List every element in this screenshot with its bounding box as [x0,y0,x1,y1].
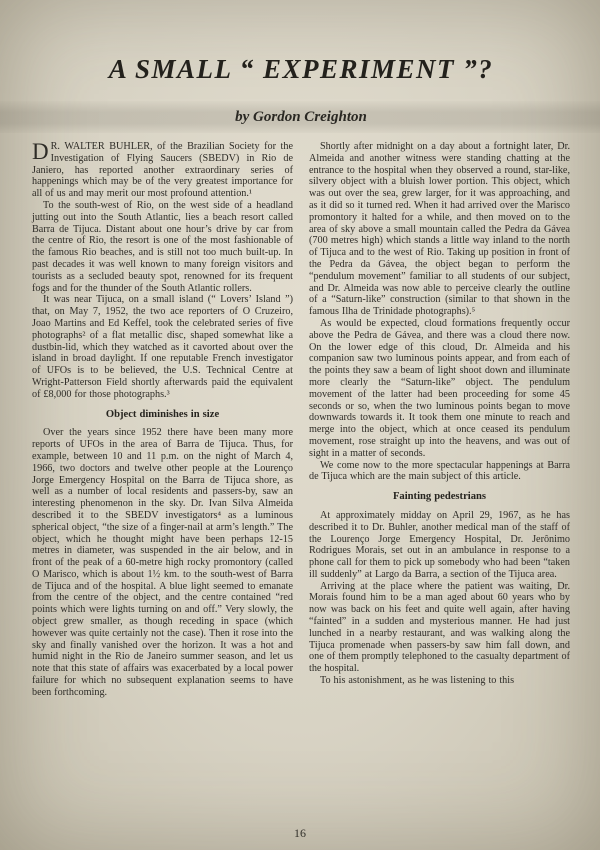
byline-band [0,101,600,133]
paragraph: To the south-west of Rio, on the west side of a headland jutting out into the South Atlantic, lies a beach resort called Barra de Tijuca. Distant about one hour’s drive by car from the centre of Rio, the resort is one of the most fashionable of the famous Rio beaches, and is still not too much built-up. In past decades it was well known to many foreign visitors and tourists as a secluded beauty spot, renowned for its frequent fogs and for the thunder of the South Atlantic rollers. [32,199,293,294]
paragraph-lead-text: R. WALTER BUHLER, of the Brazilian Society for the Investigation of Flying Saucers (SBEDV) in Rio de Janiero, has reported another extraordinary series of happenings which may be of the very greatest importance for all of us and may merit our most profound attention.¹ [32,141,293,200]
paragraph: We come now to the more spectacular happenings at Barra de Tijuca which are the main subject of this article. [309,459,570,483]
paragraph-lead [32,141,293,200]
paragraph: To his astonishment, as he was listening to this [320,675,515,687]
drop-cap: D [32,139,49,164]
section-heading-fainting-pedestrians: Fainting pedestrians [392,491,487,503]
right-column [309,141,570,699]
byline: by Gordon Creighton [235,109,367,125]
paragraph: Arriving at the place where the patient was waiting, Dr. Morais found him to be a man aged about 60 years who by now was back on his feet and quite well again, after having “fainted” in a sudden and mysterious manner. He had just lunched in a nearby restaurant, and was walking along the Tijuca promenade when passers-by saw him fall down, and one of them promptly telephoned to the casualty department of the hospital. [309,580,570,675]
section-heading-object-diminishes: Object diminishes in size [105,408,220,420]
paragraph: As would be expected, cloud formations frequently occur above the Pedra de Gávea, and there was a cloud there now. On the lower edge of this cloud, Dr. Almeida and his companion saw two luminous points appear, and from each of the points they saw a beam of light shoot down and illuminate more clearly the “Saturn-like” object. The pendulum movement of the latter had been proceeding for some 45 seconds or so, when the two luminous points began to move downwards towards it. It took them one minute to reach and merge into the object, which at once ceased its pendulum movement, rose straight up into the heavens, and was out of sight in a matter of seconds. [309,317,570,459]
article-body [32,141,570,699]
paragraph: It was near Tijuca, on a small island (“ Lovers’ Island ”) that, on May 7, 1952, the two ace reporters of O Cruzeiro, Joao Martins and Ed Keffel, took the celebrated series of five photographs² of a flat metallic disc, shaped somewhat like a dustbin-lid, which they watched as it cavorted about over the island in broad daylight. If one reputable French investigator of UFOs is to be believed, the U.S. Technical Centre at Wright-Patterson Field shortly afterwards paid the equivalent of £8,000 for those photographs.³ [32,294,293,400]
article-title: A SMALL “ EXPERIMENT ”? [108,54,494,84]
page-number: 16 [294,826,306,840]
paragraph: Over the years since 1952 there have been many more reports of UFOs in the area of Barra de Tijuca. Thus, for example, between 10 and 11 p.m. on the night of March 4, 1966, two doctors and twelve other people at the Lourenço Jorge Emergency Hospital on the Barra de Tijuca shore, as well as a number of local residents and passers-by, saw an interesting phenomenon in the sky. Dr. Ivan Silva Almeida described it to the SBEDV investigators⁴ as a luminous spherical object, “the size of a finger-nail at arm’s length.” The object, which he thought might have been perhaps 12-15 metres in diameter, was suspended in the air below, and in front of the peak of a 60-metre high rocky promontory (called O Marisco, which is about 1½ km. to the south-west of Barra de Tijuca and of the hospital. A blue light seemed to emanate from the centre of the object, and the centre contained “red points which were lights turning on and off.” Very slowly, the object grew smaller, as though receding in space (which however was quite certainly not the case). Then it rose into the sky and finally vanished over the horizon. It was a hot and humid night in the Rio de Janeiro summer season, and let us note that this state of affairs was exacerbated by a local power failure for which no subsequent explanation seems to have been forthcoming. [32,427,293,698]
left-column [32,141,293,699]
paragraph: At approximately midday on April 29, 1967, as he has described it to Dr. Buhler, another medical man of the staff of the Lourenço Jorge Emergency Hospital, Dr. Jerônimo Rodrigues Morais, set out in an ambulance in response to a phone call for them to pick up somebody who had been “taken ill suddenly” at Largo da Barra, a section of the Tijuca area. [309,509,570,580]
paragraph: Shortly after midnight on a day about a fortnight later, Dr. Almeida and another witness were standing chatting at the entrance to the hospital when they observed a round, star-like, silvery object with a bluish lower portion. This object, which was out over the sea, grew larger, for it was approaching, and as it did so it turned red. When it had arrived over the Marisco promontory it halted for a while, and then moved on to the area of sky above a small mountain called the Pedra da Gávea (700 metres high) which stands a little way inland to the north of Tijuca and to the west of Rio. Taking up position in front of the Pedra da Gávea, the object began to perform the “pendulum movement” familiar to all students of our subject, and Dr. Almeida was now able to perceive clearly the outline of a “Saturn-like” construction (similar to that shown in the famous Ilha de Trinidade photographs).⁵ [309,141,570,318]
